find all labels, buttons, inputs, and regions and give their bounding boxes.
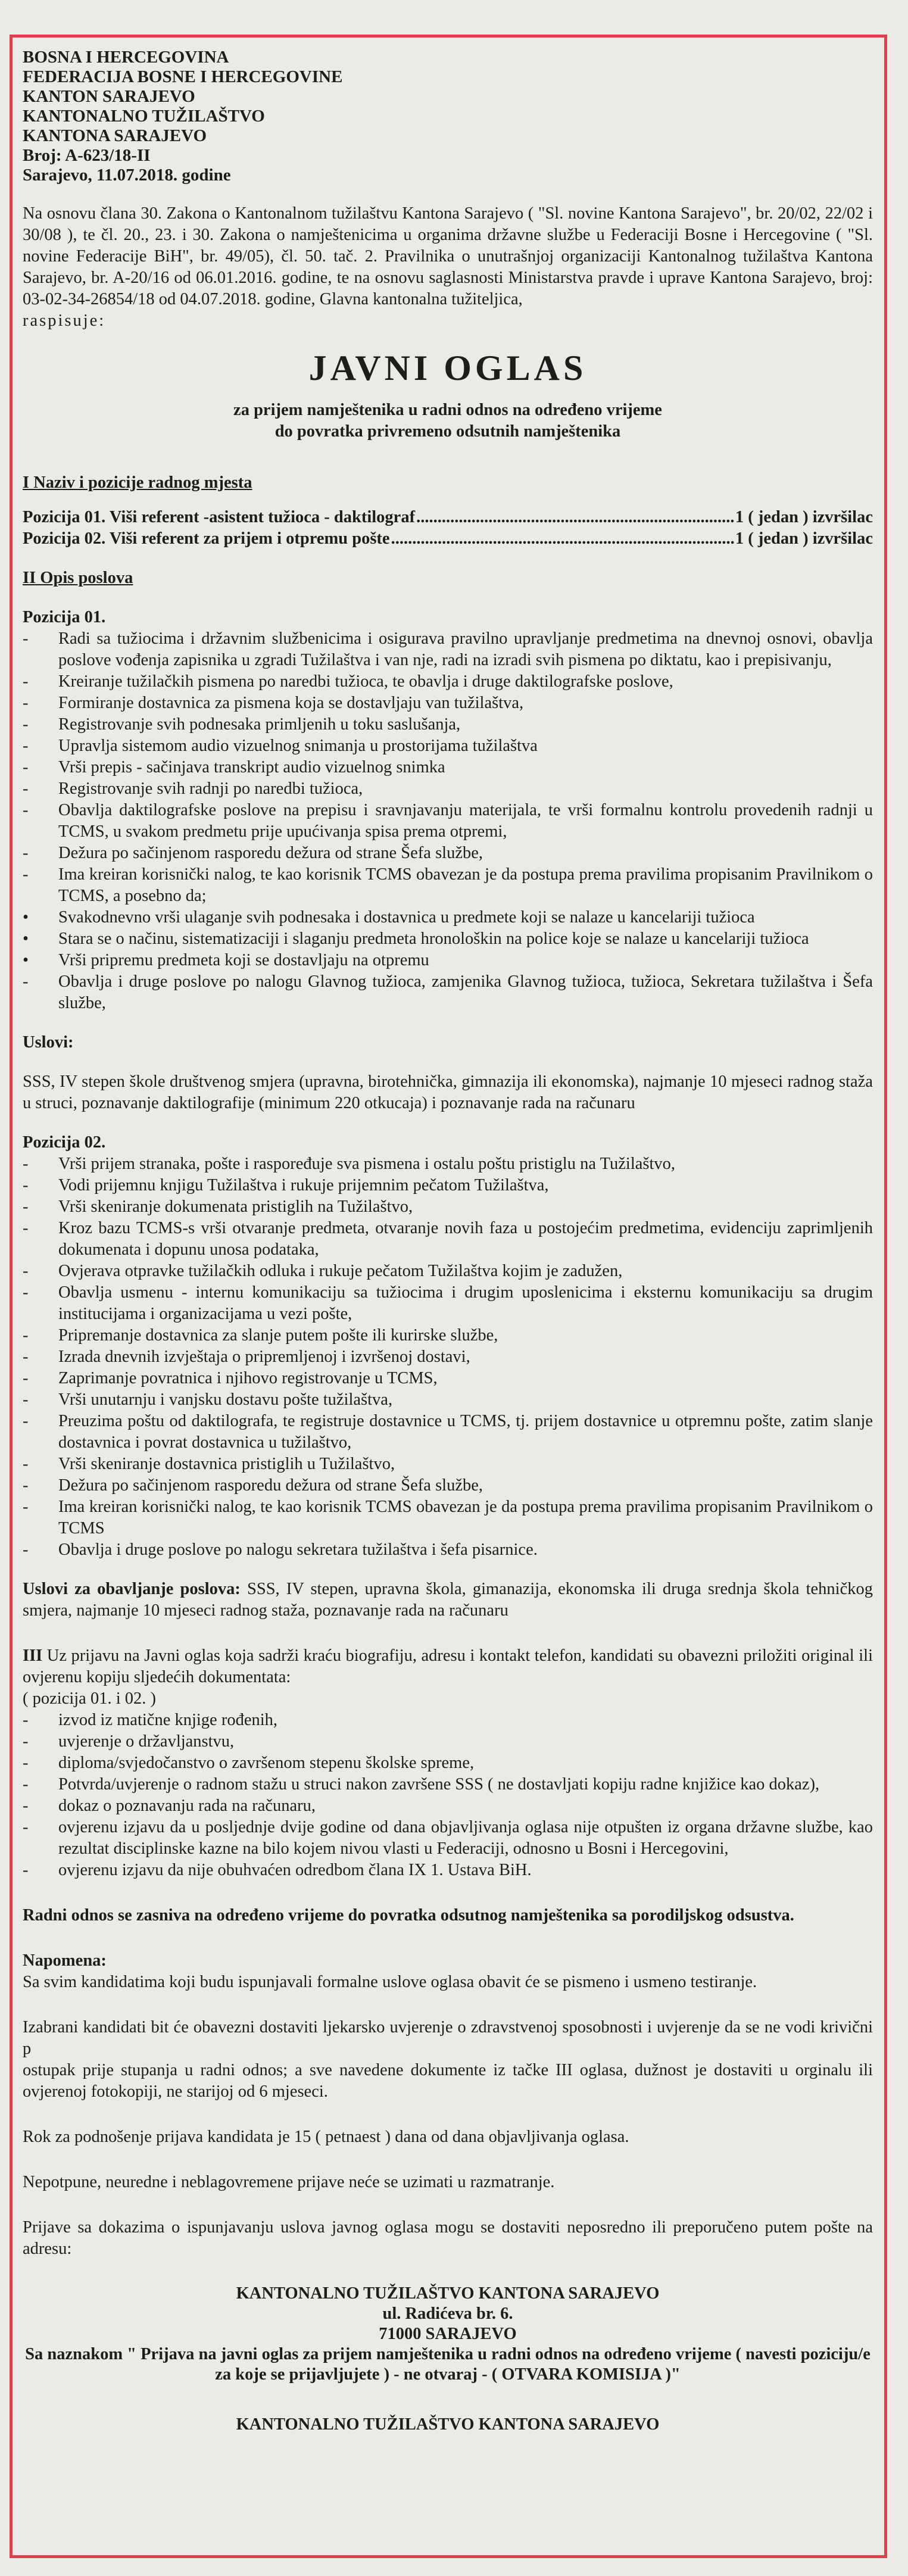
list-item: - Vrši skeniranje dokumenata pristiglih na Tužilaštvo, — [23, 1197, 413, 1216]
list-item: - Vodi prijemnu knjigu Tužilaštva i rukuje prijemnim pečatom Tužilaštva, — [23, 1176, 549, 1195]
list-item: - Vrši prepis - sačinjava transkript audio vizuelnog snimka — [23, 758, 445, 776]
position-label: Pozicija 02. Viši referent za prijem i otpremu pošte — [23, 529, 390, 548]
conditions-label: Uslovi za obavljanje poslova: — [23, 1580, 241, 1598]
list-item: - diploma/svjedočanstvo o završenom stepenu školske spreme, — [23, 1754, 475, 1772]
header-line: FEDERACIJA BOSNE I HERCEGOVINE — [23, 67, 343, 86]
list-item: - Formiranje dostavnica za pismena koja se dostavljaju van tužilaštva, — [23, 694, 524, 712]
conditions-heading: Uslovi: — [23, 1033, 74, 1052]
list-item: - Registrovanje svih radnji po naredbi tužioca, — [23, 779, 363, 798]
header-line: KANTON SARAJEVO — [23, 87, 195, 106]
duties-list — [23, 971, 873, 1014]
ad-title: JAVNI OGLAS — [308, 348, 587, 388]
header-line: KANTONALNO TUŽILAŠTVO — [23, 107, 265, 126]
section-heading: II Opis poslova — [23, 569, 133, 587]
issuer-header — [23, 48, 873, 185]
list-item: - Pripremanje dostavnica za slanje putem pošte ili kurirske službe, — [23, 1326, 498, 1345]
duties-list — [23, 1153, 873, 1561]
leader-dots — [416, 507, 734, 528]
legal-basis: Na osnovu člana 30. Zakona o Kantonalnom tužilaštvu Kantona Sarajevo ( "Sl. novine Kantona Sarajevo", br. 20/02, 22/02 i 30/08 ), te čl. 20., 23. i 30. Zakona o namještenicima u organima državne službe u Federaciji Bosne i Hercegovine ( "Sl. novine Federacije BiH", br. 49/05), čl. 50. tač. 2. Pravilnika o unutrašnjoj organizaciji Kantonalnog tužilaštva Kantona Sarajevo, br. A-20/16 od 06.01.2016. godine, te na osnovu saglasnosti Ministarstva pravde i uprave Kantona Sarajevo, broj: 03-02-34-26854/18 od 04.07.2018. godine, Glavna kantonalna tužiteljica, — [23, 204, 873, 308]
list-item: - Vrši unutarnju i vanjsku dostavu pošte tužilaštva, — [23, 1390, 393, 1409]
list-item: - Obavlja daktilografske poslove na prepisu i sravnjavanju materijala, te vrši formalnu kontrolu provedenih radnji u TCMS, u svakom predmetu prije upućivanja spisa prema otpremi, — [23, 801, 873, 841]
leader-dots — [391, 528, 734, 550]
list-item: - Vrši skeniranje dostavnica pristiglih u Tužilaštvo, — [23, 1455, 395, 1473]
address-line: ul. Radićeva br. 6. — [382, 2304, 513, 2323]
employment-note: Radni odnos se zasniva na određeno vrijeme do povratka odsutnog namještenika sa porodiljskog odsustva. — [23, 1906, 794, 1925]
position-label: Pozicija 01. Viši referent -asistent tužioca - daktilograf — [23, 508, 416, 526]
list-item: - Zaprimanje povratnica i njihovo registrovanje u TCMS, — [23, 1369, 438, 1387]
postal-address — [23, 2284, 873, 2385]
position-row — [23, 507, 873, 528]
list-item: • Vrši pripremu predmeta koji se dostavljaju na otpremu — [23, 951, 429, 969]
documents-list — [23, 1710, 873, 1881]
list-item: - Dežura po sačinjenom rasporedu dežura od strane Šefa službe, — [23, 844, 483, 862]
section-heading: I Naziv i pozicije radnog mjesta — [23, 473, 252, 492]
list-item: - Obavlja usmenu - internu komunikaciju sa tužiocima i drugim uposlenicima i eksternu komunikaciju sa drugim institucijama i organizacijama u vezi pošte, — [23, 1283, 873, 1323]
list-item: - Obavlja i druge poslove po nalogu sekretara tužilaštva i šefa pisarnice. — [23, 1540, 538, 1559]
list-item: - Ima kreiran korisnički nalog, te kao korisnik TCMS obavezan je da postupa prema pravilima propisanim Pravilnikom o TCMS — [23, 1498, 873, 1538]
subtitle-line: za prijem namještenika u radni odnos na određeno vrijeme — [233, 401, 662, 419]
envelope-note: Sa naznakom " Prijava na javni oglas za prijem namještenika u radni odnos na određeno vrijeme ( navesti poziciju/e za koje se prijavljujete ) - ne otvaraj - ( OTVARA KOMISIJA )" — [25, 2345, 870, 2384]
list-item: - Obavlja i druge poslove po nalogu Glavnog tužioca, zamjenika Glavnog tužioca, tužioca, Sekretara tužilaštva i Šefa službe, — [23, 972, 873, 1012]
documents-intro: III Uz prijavu na Javni oglas koja sadrži kraću biografiju, adresu i kontakt telefon, kandidati su obavezni priložiti original ili ovjerenu kopiju sljedećih dokumentata: — [23, 1646, 873, 1686]
list-item: - Kreiranje tužilačkih pismena po naredbi tužioca, te obavlja i druge daktilografske poslove, — [23, 672, 673, 691]
address-line: 71000 SARAJEVO — [379, 2325, 517, 2343]
selected-candidates-text: Izabrani kandidati bit će obavezni dostaviti ljekarsko uvjerenje o zdravstvenoj sposobnosti i uvjerenje da se ne vodi krivični p — [23, 2018, 873, 2058]
document-date: Sarajevo, 11.07.2018. godine — [23, 166, 231, 185]
list-item: - Registrovanje svih podnesaka primljenih u toku saslušanja, — [23, 715, 461, 734]
positions-list — [23, 507, 873, 550]
list-item: - Preuzima poštu od daktilografa, te registruje dostavnice u TCMS, tj. prijem dostavnice u otpremnu pošte, zatim slanje dostavnica i povrat dostavnica u tužilaštvo, — [23, 1412, 873, 1452]
conditions-paragraph — [23, 1579, 873, 1621]
submission-text: Prijave sa dokazima o ispunjavanju uslova javnog oglasa mogu se dostaviti neposredno ili preporučeno putem pošte na adresu: — [23, 2218, 873, 2258]
list-item: - Ovjerava otpravke tužilačkih odluka i rukuje pečatom Tužilaštva kojim je zadužen, — [23, 1262, 623, 1280]
header-line: KANTONA SARAJEVO — [23, 126, 207, 145]
list-item: - uvjerenje o državljanstvu, — [23, 1732, 235, 1751]
job-ad — [23, 48, 873, 2435]
footer-signature: KANTONALNO TUŽILAŠTVO KANTONA SARAJEVO — [236, 2415, 660, 2434]
list-item: - Izrada dnevnih izvještaja o pripremljenoj i izvršenoj dostavi, — [23, 1348, 470, 1366]
address-line: KANTONALNO TUŽILAŠTVO KANTONA SARAJEVO — [236, 2284, 660, 2303]
list-item: - Vrši prijem stranaka, pošte i raspoređuje sva pismena i ostalu poštu pristiglu na Tužilaštvo, — [23, 1155, 676, 1173]
list-item: - Upravlja sistemom audio vizuelnog snimanja u prostorijama tužilaštva — [23, 737, 538, 755]
list-item: - dokaz o poznavanju rada na računaru, — [23, 1797, 316, 1815]
subtitle-line: do povratka privremeno odsutnih namještenika — [274, 422, 621, 441]
documents-scope: ( pozicija 01. i 02. ) — [23, 1689, 156, 1708]
duties-list — [23, 628, 873, 907]
document-number: Broj: A-623/18-II — [23, 146, 151, 165]
conditions-text: SSS, IV stepen, upravna škola, gimanazija, ekonomska ili druga srednja škola tehničkog smjera, najmanje 10 mjeseci radnog staža, poznavanje rada na računaru — [23, 1580, 873, 1620]
list-item: - Dežura po sačinjenom rasporedu dežura od strane Šefa službe, — [23, 1476, 483, 1495]
position-heading: Pozicija 01. — [23, 608, 106, 626]
note-heading: Napomena: — [23, 1951, 107, 1970]
tcms-duties-list — [23, 907, 873, 971]
deadline-text: Rok za podnošenje prijava kandidata je 15 ( petnaest ) dana od dana objavljivanja oglasa. — [23, 2128, 629, 2146]
list-item: - Kroz bazu TCMS-s vrši otvaranje predmeta, otvaranje novih faza u postojećim predmetima, evidenciju zaprimljenih dokumenata i dopunu unosa podataka, — [23, 1219, 873, 1259]
position-heading: Pozicija 02. — [23, 1133, 106, 1152]
list-item: - Potvrda/uvjerenje o radnom stažu u struci nakon završene SSS ( ne dostavljati kopiju radne knjižice kao dokaz), — [23, 1775, 820, 1794]
incomplete-applications-text: Nepotpune, neuredne i neblagovremene prijave neće se uzimati u razmatranje. — [23, 2173, 555, 2191]
list-item: - ovjerenu izjavu da nije obuhvaćen odredbom člana IX 1. Ustava BiH. — [23, 1861, 532, 1879]
note-text: Sa svim kandidatima koji budu ispunjavali formalne uslove oglasa obavit će se pismeno i usmeno testiranje. — [23, 1973, 757, 1991]
list-item: • Svakodnevno vrši ulaganje svih podnesaka i dostavnica u predmete koji se nalaze u kancelariji tužioca — [23, 908, 755, 927]
list-item: • Stara se o načinu, sistematizaciji i slaganju predmeta hronološkin na police koje se nalaze u kancelariji tužioca — [23, 930, 809, 948]
selected-candidates-text: ostupak prije stupanja u radni odnos; a sve navedene dokumente iz tačke III oglasa, dužnost je dostaviti u orginalu ili ovjerenoj fotokopiji, ne starijoj od 6 mjeseci. — [23, 2061, 873, 2101]
list-item: - ovjerenu izjavu da u posljednje dvije godine od dana objavljivanja oglasa nije otpušten iz organa državne službe, kao rezultat disciplinske kazne na bilo kojem nivou vlasti u Federaciji, odnosno u Bosni i Hercegovini, — [23, 1818, 873, 1858]
position-count: 1 ( jedan ) izvršilac — [735, 529, 873, 548]
header-line: BOSNA I HERCEGOVINA — [23, 48, 229, 67]
list-item: - izvod iz matične knjige rođenih, — [23, 1711, 278, 1729]
list-item: - Ima kreiran korisnički nalog, te kao korisnik TCMS obavezan je da postupa prema pravilima propisanim Pravilnikom o TCMS, a posebno da; — [23, 865, 873, 905]
raspisuje: raspisuje: — [23, 311, 106, 330]
position-row — [23, 528, 873, 550]
section-number: III — [23, 1646, 43, 1665]
list-item: - Radi sa tužiocima i državnim službenicima i osigurava pravilno upravljanje predmetima na dnevnoj osnovi, obavlja poslove vođenja zapisnika u zgradi Tužilaštva i van nje, radi na izradi svih pismena po diktatu, kao i prepisivanju, — [23, 629, 873, 669]
conditions-text: SSS, IV stepen škole društvenog smjera (upravna, birotehnička, gimnazija ili ekonomska), najmanje 10 mjeseci radnog staža u struci, poznavanje daktilografije (minimum 220 otkucaja) i poznavanje rada na računaru — [23, 1072, 873, 1112]
position-count: 1 ( jedan ) izvršilac — [735, 508, 873, 526]
